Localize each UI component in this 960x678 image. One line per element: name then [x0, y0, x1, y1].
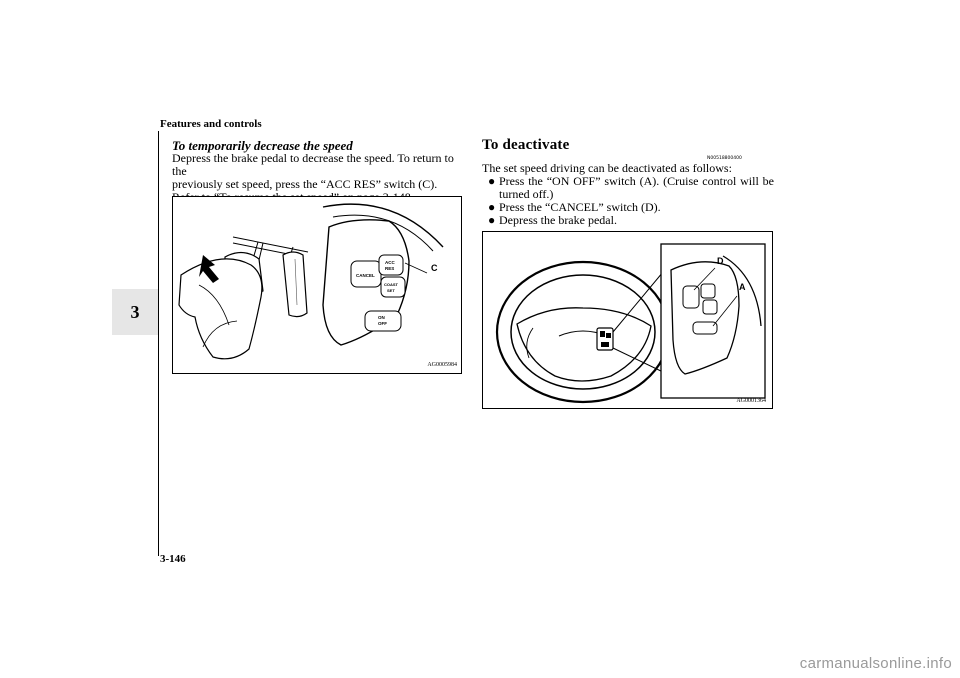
res-label: RES: [385, 266, 395, 271]
bullet-icon: ●: [488, 200, 496, 214]
bullet-icon: ●: [488, 213, 496, 227]
chapter-tab: 3: [112, 289, 158, 335]
decrease-speed-heading: To temporarily decrease the speed: [172, 138, 353, 153]
callout-c: C: [431, 263, 438, 273]
deactivate-heading: To deactivate: [482, 137, 570, 153]
section-code: N00518800400: [707, 156, 742, 161]
brake-pedal-figure: [172, 196, 462, 374]
bullet-icon: ●: [488, 174, 496, 188]
figure-id: AG0005984: [427, 362, 457, 368]
body-line: previously set speed, press the “ACC RES” switch (C).: [172, 177, 438, 191]
callout-d: D: [717, 256, 724, 266]
set-label: SET: [387, 288, 395, 293]
page-number: 3-146: [160, 553, 186, 565]
section-header: Features and controls: [160, 118, 262, 130]
deactivate-steps: [482, 175, 774, 227]
on-label: ON: [378, 315, 385, 320]
steering-wheel-illustration: [483, 232, 772, 408]
margin-divider: [158, 131, 159, 556]
list-item: ● Depress the brake pedal.: [488, 213, 617, 227]
steering-wheel-figure: [482, 231, 773, 409]
list-item: ● Press the “ON OFF” switch (A). (Cruise control will be turned off.): [488, 174, 774, 201]
figure-id: AG0001364: [736, 398, 766, 404]
deactivate-intro: The set speed driving can be deactivated as follows:: [482, 161, 732, 175]
acc-label: ACC: [385, 260, 395, 265]
coast-label: COAST: [384, 282, 398, 287]
cancel-label: CANCEL: [356, 273, 375, 278]
brake-pedal-illustration: [173, 197, 461, 373]
callout-a: A: [739, 282, 746, 292]
off-label: OFF: [378, 321, 387, 326]
watermark: carmanualsonline.info: [799, 655, 952, 672]
body-line: Depress the brake pedal to decrease the speed. To return to the: [172, 151, 454, 178]
list-item: ● Press the “CANCEL” switch (D).: [488, 200, 661, 214]
